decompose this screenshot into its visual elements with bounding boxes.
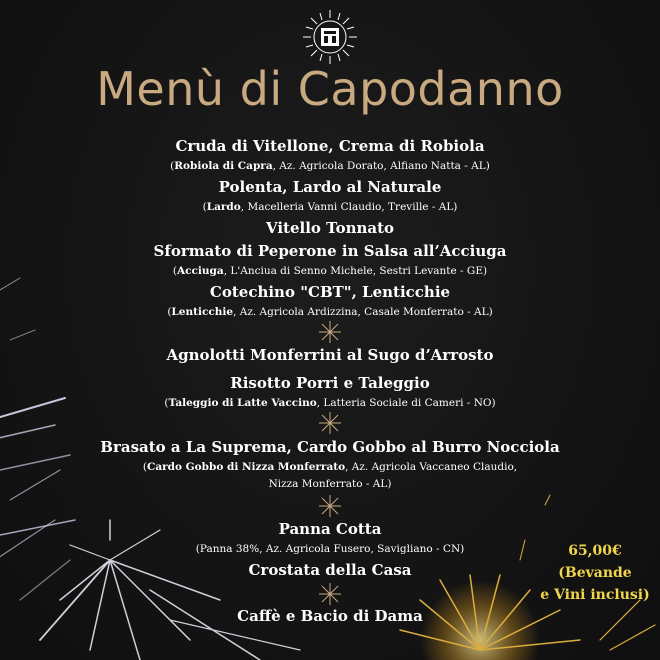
course-note: (Taleggio di Latte Vaccino, Latteria Sociale di Cameri - NO) (164, 397, 496, 409)
course-dish: Crostata della Casa (248, 561, 412, 579)
course-dish: Cotechino "CBT", Lenticchie (209, 283, 451, 301)
course-dish: Risotto Porri e Taleggio (230, 374, 430, 392)
course-dish: Polenta, Lardo al Naturale (218, 178, 442, 196)
center-left-firework (40, 520, 300, 660)
firework-star-icon (315, 582, 345, 606)
course-dish: Agnolotti Monferrini al Sugo d’Arrosto (166, 346, 494, 364)
menu-title: Menù di Capodanno (96, 62, 564, 116)
course-dish: Caffè e Bacio di Dama (237, 607, 423, 625)
restaurant-crest-icon (301, 8, 359, 66)
course-dish: Cruda di Vitellone, Crema di Robiola (175, 137, 485, 155)
course-dish: Brasato a La Suprema, Cardo Gobbo al Burro Nocciola (100, 438, 560, 456)
course-dish: Sformato di Peperone in Salsa all’Acciuga (153, 242, 507, 260)
firework-star-icon (315, 320, 345, 344)
price-amount: 65,00€ (568, 543, 622, 559)
course-note: (Lardo, Macelleria Vanni Claudio, Treville - AL) (202, 201, 458, 213)
course-note: (Lenticchie, Az. Agricola Ardizzina, Casale Monferrato - AL) (167, 306, 493, 318)
course-note: (Cardo Gobbo di Nizza Monferrato, Az. Agricola Vaccaneo Claudio, (142, 461, 518, 473)
course-note: (Panna 38%, Az. Agricola Fusero, Savigliano - CN) (195, 543, 465, 555)
course-dish: Panna Cotta (278, 520, 382, 538)
course-note: (Robiola di Capra, Az. Agricola Dorato, Alfiano Natta - AL) (170, 160, 490, 172)
firework-star-icon (315, 494, 345, 518)
price-note-line2: e Vini inclusi) (540, 587, 650, 603)
course-dish: Vitello Tonnato (265, 219, 395, 237)
course-note: (Acciuga, L'Anciua di Senno Michele, Sestri Levante - GE) (172, 265, 488, 277)
course-note-line2: Nizza Monferrato - AL) (268, 478, 392, 490)
price-note-line1: (Bevande (558, 565, 632, 581)
price-box (535, 540, 655, 606)
firework-star-icon (315, 411, 345, 435)
